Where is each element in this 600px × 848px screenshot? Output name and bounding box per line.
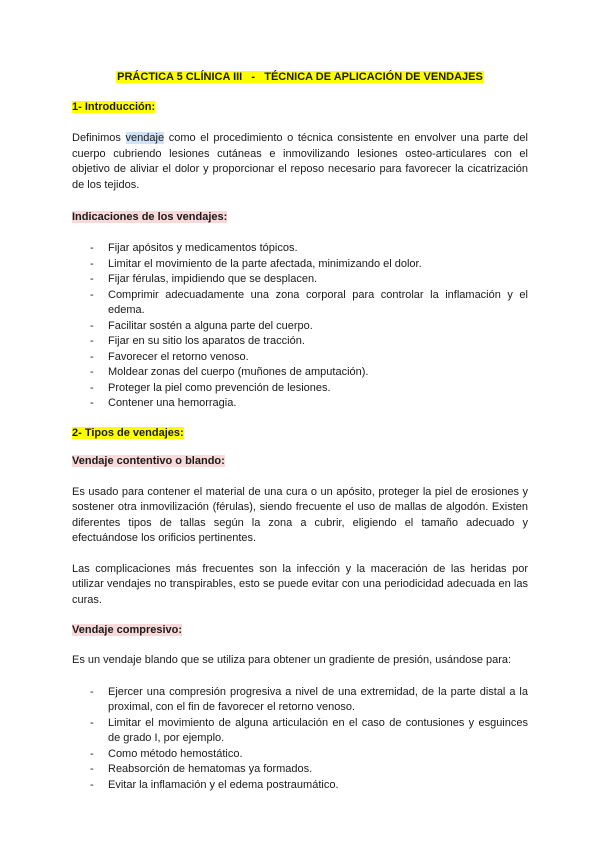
list-item: - Comprimir adecuadamente una zona corporal para controlar la inflamación y el edema. xyxy=(90,288,528,316)
bullet-dash: - xyxy=(90,335,94,347)
list-item: - Fijar en su sitio los aparatos de tracción. xyxy=(72,334,528,350)
bullet-dash: - xyxy=(90,763,94,775)
list-item: - Reabsorción de hematomas ya formados. xyxy=(72,762,528,778)
section-heading-indicaciones: Indicaciones de los vendajes: xyxy=(72,211,228,223)
contentivo-paragraph-2: Las complicaciones más frecuentes son la infección y la maceración de las heridas por utilizar vendajes no transpirables, esto se puede evitar con una periodicidad adecuada en las curas. xyxy=(72,562,528,606)
bullet-dash: - xyxy=(90,381,94,394)
bullet-dash: - xyxy=(90,257,94,270)
list-item: - Favorecer el retorno venoso. xyxy=(72,350,528,366)
bullet-dash: - xyxy=(90,319,94,332)
list-item: - Facilitar sostén a alguna parte del cuerpo. xyxy=(72,319,528,335)
list-item: - Como método hemostático. xyxy=(72,747,528,763)
list-item: - Limitar el movimiento de alguna articulación en el caso de contusiones y esguinces de grado I, por ejemplo. xyxy=(90,716,528,744)
document-title-block xyxy=(0,70,600,84)
bullet-dash: - xyxy=(90,273,94,285)
list-item: - Evitar la inflamación y el edema postraumático. xyxy=(72,778,528,794)
section-heading-intro: 1- Introducción: xyxy=(72,101,156,113)
intro-paragraph: Definimos vendaje como el procedimiento o técnica consistente en envolver una parte del cuerpo cubriendo lesiones cutáneas e inmovilizando lesiones osteo-articulares con el objetivo de aliviar el dolor y proporcionar el reposo necesario para favorecer la cicatrización de los tejidos. xyxy=(72,132,528,191)
list-item: - Fijar apósitos y medicamentos tópicos. xyxy=(72,241,528,257)
bullet-dash: - xyxy=(90,778,94,791)
section-heading-compresivo: Vendaje compresivo: xyxy=(72,624,183,636)
compresivo-paragraph: Es un vendaje blando que se utiliza para obtener un gradiente de presión, usándose para: xyxy=(72,654,512,666)
indicaciones-list xyxy=(72,241,528,412)
bullet-dash: - xyxy=(90,716,94,729)
bullet-dash: - xyxy=(90,366,94,378)
compresivo-list xyxy=(72,685,528,794)
list-item: - Moldear zonas del cuerpo (muñones de amputación). xyxy=(72,365,528,381)
section-heading-contentivo: Vendaje contentivo o blando: xyxy=(72,454,225,467)
section-heading-tipos: 2- Tipos de vendajes: xyxy=(72,426,184,439)
list-item: - Ejercer una compresión progresiva a nivel de una extremidad, de la parte distal a la proximal, con el fin de favorecer el retorno venoso. xyxy=(90,685,528,713)
highlighted-keyword: vendaje xyxy=(125,132,165,144)
bullet-dash: - xyxy=(90,242,94,254)
list-item: - Limitar el movimiento de la parte afectada, minimizando el dolor. xyxy=(72,257,528,273)
list-item: - Fijar férulas, impidiendo que se desplacen. xyxy=(72,272,528,288)
document-body xyxy=(72,100,528,793)
bullet-dash: - xyxy=(90,350,94,363)
bullet-dash: - xyxy=(90,397,94,409)
document-title: PRÁCTICA 5 CLÍNICA III - TÉCNICA DE APLICACIÓN DE VENDAJES xyxy=(117,71,483,83)
bullet-dash: - xyxy=(90,288,94,301)
list-item: - Proteger la piel como prevención de lesiones. xyxy=(72,381,528,397)
list-item: - Contener una hemorragia. xyxy=(72,396,528,412)
contentivo-paragraph-1: Es usado para contener el material de una cura o un apósito, proteger la piel de erosiones y sostener otra inmovilización (férulas), siendo frecuente el uso de mallas de algodón. Existen diferentes tipos de tallas según la zona a cubrir, eligiendo el tamaño adecuado y efectuándose los orificios pertinentes. xyxy=(72,485,528,544)
bullet-dash: - xyxy=(90,685,94,698)
bullet-dash: - xyxy=(90,747,94,760)
